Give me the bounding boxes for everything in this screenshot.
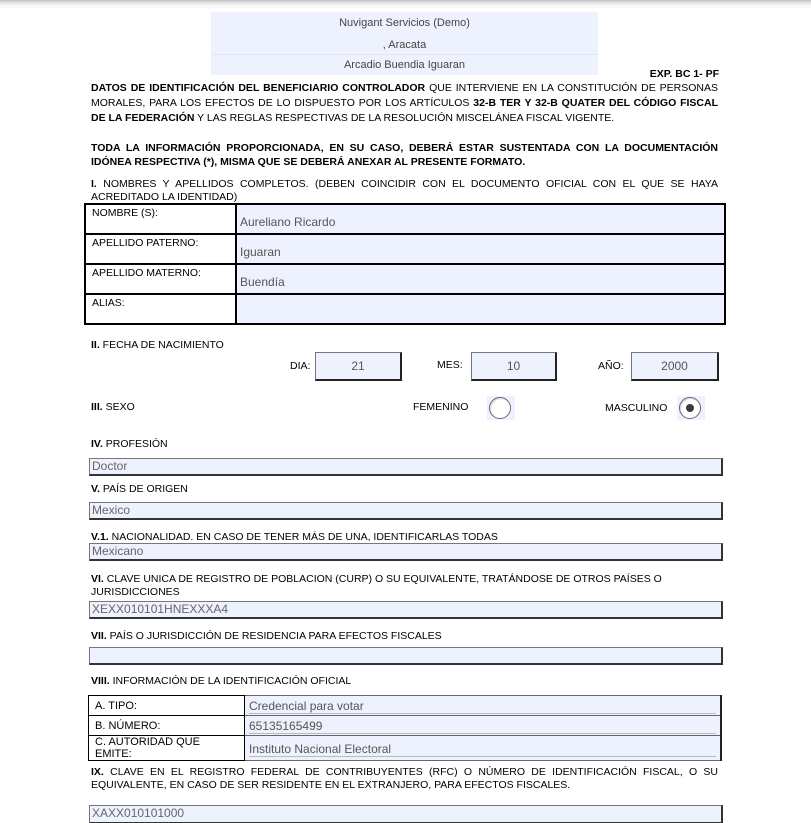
day-field[interactable]: 21 (315, 352, 402, 381)
intro-bold-1: DATOS DE IDENTIFICACIÓN DEL BENEFICIARIO CONTROLADOR (91, 82, 426, 94)
section-5-title: PAÍS DE ORIGEN (99, 483, 188, 495)
country-of-origin-field[interactable]: Mexico (89, 502, 723, 520)
tax-residence-field[interactable] (89, 647, 723, 665)
section-1-number: I. (91, 178, 97, 190)
section-8-heading (91, 675, 351, 687)
issuing-authority-value: Instituto Nacional Electoral (249, 742, 716, 757)
company-name: Nuvigant Servicios (Demo) (339, 17, 470, 29)
year-label: AÑO: (598, 360, 624, 372)
table-row (89, 716, 722, 736)
section-7-title: PAÍS O JURISDICCIÓN DE RESIDENCIA PARA EFECTOS FISCALES (106, 630, 442, 642)
intro-bold-2: 32-B TER Y 32-B QUATER DEL CÓDIGO FISCAL DE LA FEDERACIÓN (91, 97, 718, 124)
maternal-surname-field[interactable] (236, 264, 725, 294)
section-9-number: IX. (91, 766, 104, 778)
section-2-heading (91, 339, 224, 351)
name-label: NOMBRE (S): (85, 204, 236, 234)
viewer-top-edge (0, 0, 811, 9)
radio-dot-icon (686, 404, 694, 412)
name-field[interactable] (236, 204, 725, 234)
intro-paragraph (91, 81, 718, 126)
month-field[interactable]: 10 (471, 352, 557, 381)
section-4-number: IV. (91, 438, 103, 450)
section-6-heading (91, 573, 718, 599)
id-type-field[interactable] (245, 696, 722, 716)
section-3-title: SEXO (102, 401, 135, 413)
issuing-authority-field[interactable] (245, 736, 722, 761)
section-6-title: CLAVE UNICA DE REGISTRO DE POBLACION (CURP) O SU EQUIVALENTE, TRATÁNDOSE DE OTROS PAÍSES O JURISDICCIONES (91, 573, 662, 598)
male-radio[interactable] (677, 396, 705, 420)
header-box (211, 12, 598, 75)
month-label: MES: (437, 359, 463, 371)
header-separator (211, 54, 598, 55)
names-table (84, 203, 726, 325)
section-4-heading (91, 438, 168, 450)
section-5-1-number: V.1. (91, 531, 109, 543)
section-4-title: PROFESIÓN (102, 438, 168, 450)
section-1-title: NOMBRES Y APELLIDOS COMPLETOS. (DEBEN COINCIDIR CON EL DOCUMENTO OFICIAL CON EL QUE SE HAYA ACREDITADO LA IDENTIDAD) (91, 178, 718, 203)
section-5-heading (91, 483, 188, 495)
section-2-title: FECHA DE NACIMIENTO (99, 339, 224, 351)
section-7-heading (91, 630, 442, 642)
table-row (89, 736, 722, 761)
male-label: MASCULINO (605, 402, 668, 414)
maternal-surname-value: Buendía (240, 275, 285, 289)
intro-text-2: Y LAS REGLAS RESPECTIVAS DE LA RESOLUCIÓN MISCELÁNEA FISCAL VIGENTE. (194, 112, 615, 124)
section-8-number: VIII. (91, 675, 110, 687)
maternal-surname-label: APELLIDO MATERNO: (85, 264, 236, 294)
section-9-title: CLAVE EN EL REGISTRO FEDERAL DE CONTRIBUYENTES (RFC) O NÚMERO DE IDENTIFICACIÓN FISCAL, O SU EQUIVALENTE, EN CASO DE SER RESIDENTE EN EL EXTRANJERO, PARA EFECTOS FISCALES. (91, 766, 718, 791)
alias-field[interactable] (236, 294, 725, 324)
paternal-surname-label: APELLIDO PATERNO: (85, 234, 236, 264)
table-row (85, 234, 725, 264)
name-value: Aureliano Ricardo (240, 215, 336, 229)
section-3-heading (91, 401, 135, 413)
day-label: DIA: (290, 360, 311, 372)
paternal-surname-value: Iguaran (240, 245, 281, 259)
profession-field[interactable]: Doctor (89, 458, 723, 476)
section-6-number: VI. (91, 573, 104, 585)
rfc-field[interactable]: XAXX010101000 (89, 805, 723, 823)
nationality-field[interactable]: Mexicano (89, 543, 723, 561)
id-number-label: B. NÚMERO: (89, 716, 245, 736)
section-5-1-title: NACIONALIDAD. EN CASO DE TENER MÁS DE UNA, IDENTIFICARLAS TODAS (108, 531, 498, 543)
id-number-field[interactable] (245, 716, 722, 736)
issuing-authority-label: C. AUTORIDAD QUE EMITE: (89, 736, 245, 761)
year-field[interactable]: 2000 (631, 352, 719, 381)
id-type-label: A. TIPO: (89, 696, 245, 716)
curp-field[interactable]: XEXX010101HNEXXXA4 (89, 601, 723, 619)
paternal-surname-field[interactable] (236, 234, 725, 264)
id-number-value: 65135165499 (249, 719, 716, 734)
notice-paragraph: TODA LA INFORMACIÓN PROPORCIONADA, EN SU CASO, DEBERÁ ESTAR SUSTENTADA CON LA DOCUMENTACIÓN IDÓNEA RESPECTIVA (*), MISMA QUE SE DEBERÁ ANEXAR AL PRESENTE FORMATO. (91, 142, 718, 168)
section-1-heading (91, 178, 718, 204)
section-5-number: V. (91, 483, 100, 495)
section-8-title: INFORMACIÓN DE LA IDENTIFICACIÓN OFICIAL (109, 675, 352, 687)
section-7-number: VII. (91, 630, 107, 642)
section-2-number: II. (91, 339, 100, 351)
section-5-1-heading (91, 531, 498, 543)
table-row (89, 696, 722, 716)
radio-unchecked-icon (489, 397, 511, 419)
section-9-heading (91, 766, 718, 792)
header-person: Arcadio Buendia Iguaran (343, 59, 466, 71)
official-id-table (88, 695, 722, 761)
company-location: , Aracata (382, 39, 427, 51)
radio-checked-icon (679, 397, 701, 419)
section-3-number: III. (91, 401, 103, 413)
form-code: EXP. BC 1- PF (649, 68, 719, 80)
female-label: FEMENINO (413, 401, 469, 413)
table-row (85, 264, 725, 294)
id-type-value: Credencial para votar (249, 699, 716, 714)
table-row (85, 294, 725, 324)
female-radio[interactable] (487, 396, 515, 420)
intro-text-1: QUE INTERVIENE EN LA CONSTITUCIÓN DE PERSONAS MORALES, PARA LOS EFECTOS DE LO DISPUESTO POR LOS ARTÍCULOS (91, 82, 718, 109)
table-row (85, 204, 725, 234)
alias-label: ALIAS: (85, 294, 236, 324)
